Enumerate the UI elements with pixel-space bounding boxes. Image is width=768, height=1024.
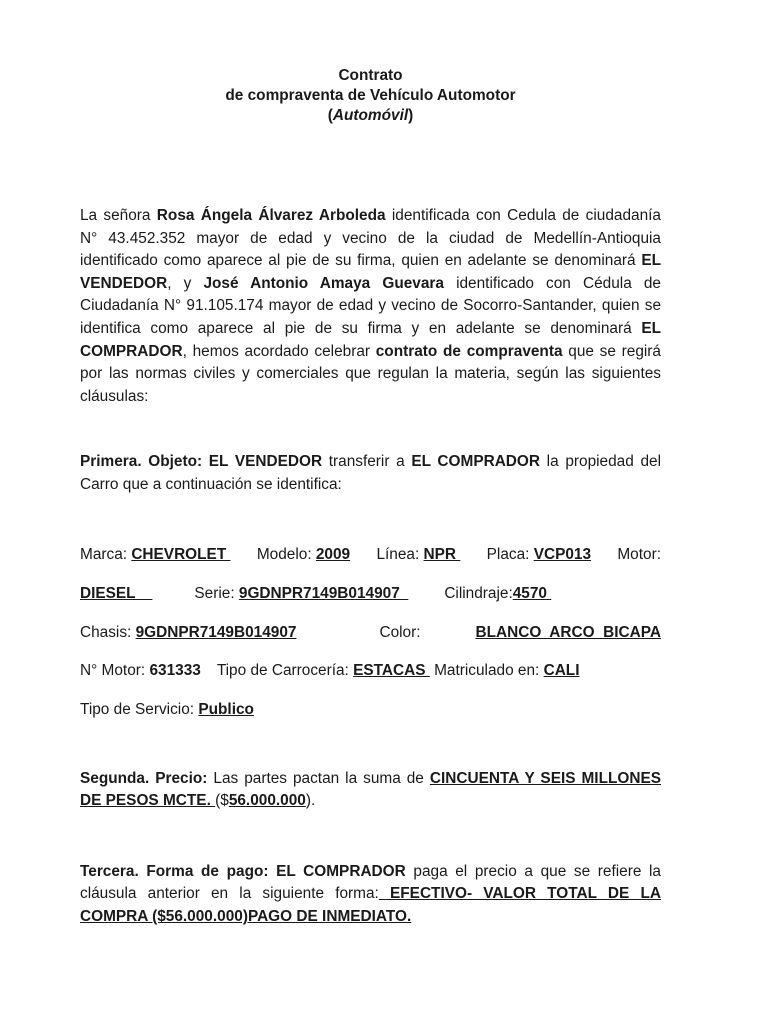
vehicle-row-1: Marca: CHEVROLET Modelo: 2009 Línea: NPR Placa: VCP013 Motor: (80, 544, 661, 567)
price-in-words: CINCUENTA Y SEIS MILLONES DE PESOS MCTE. (80, 769, 662, 810)
buyer-role: EL COMPRADOR (80, 319, 661, 360)
vehicle-numero-motor: 631333 (149, 662, 201, 680)
vehicle-row-5: Tipo de Servicio: Publico (80, 700, 254, 718)
vehicle-matriculado: CALI (543, 662, 580, 680)
document-title (80, 66, 661, 126)
buyer-name: José Antonio Amaya Guevara (203, 274, 444, 292)
clause-tercera: Tercera. Forma de pago: EL COMPRADOR paga el precio a que se refiere la cláusula anterior en la siguiente forma: EFECTIVO- VALOR TOTAL DE LA COMPRA ($56.000.000)PAGO DE INMEDIATO. (80, 862, 661, 925)
contract-type: contrato de compraventa (375, 342, 563, 360)
title-line-2: de compraventa de Vehículo Automotor (225, 87, 516, 104)
seller-name: Rosa Ángela Álvarez Arboleda (156, 207, 386, 224)
vehicle-motor-label: Motor: (617, 545, 661, 563)
vehicle-placa: VCP013 (533, 545, 592, 563)
vehicle-color: BLANCO ARCO BICAPA (475, 623, 661, 641)
price-amount: 56.000.000 (228, 792, 306, 810)
vehicle-color-label: Color: (379, 623, 421, 641)
contract-page (80, 66, 661, 928)
clause-segunda: Segunda. Precio: Las partes pactan la suma de CINCUENTA Y SEIS MILLONES DE PESOS MCTE. ($56.000.000). (80, 769, 662, 810)
vehicle-servicio: Publico (198, 700, 254, 718)
vehicle-linea: NPR (423, 545, 461, 563)
payment-method: EFECTIVO- VALOR TOTAL DE LA COMPRA ($56.000.000)PAGO DE INMEDIATO. (80, 885, 661, 925)
clause-segunda-heading: Segunda. Precio: (80, 769, 208, 787)
title-line-3: (Automóvil) (327, 107, 414, 124)
clause-primera-heading: Primera. Objeto: (80, 453, 203, 471)
vehicle-marca: CHEVROLET (131, 545, 231, 563)
clause-tercera-heading: Tercera. Forma de pago: (80, 862, 269, 880)
seller-role: EL VENDEDOR (80, 252, 661, 292)
title-vehicle-type: Automóvil (332, 107, 409, 124)
vehicle-row-4: N° Motor: 631333 Tipo de Carrocería: ESTACAS Matriculado en: CALI (80, 662, 580, 680)
clause-primera: Primera. Objeto: EL VENDEDOR transferir a EL COMPRADOR la propiedad del Carro que a continuación se identifica: (80, 453, 661, 493)
vehicle-modelo: 2009 (315, 545, 351, 563)
vehicle-carroceria: ESTACAS (353, 662, 430, 680)
vehicle-cilindraje: 4570 (512, 585, 552, 603)
vehicle-row-3: Chasis: 9GDNPR7149B014907 Color: BLANCO ARCO BICAPA (80, 622, 661, 645)
vehicle-serie: 9GDNPR7149B014907 (238, 585, 409, 603)
title-line-1: Contrato (338, 67, 403, 84)
vehicle-row-2: DIESEL Serie: 9GDNPR7149B014907 Cilindraje:4570 (80, 585, 552, 603)
intro-paragraph: La señora Rosa Ángela Álvarez Arboleda identificada con Cedula de ciudadanía N° 43.452.352 mayor de edad y vecino de la ciudad de Medellín-Antioquia identificado como aparece al pie de su firma, quien en adelante se denominará EL VENDEDOR, y José Antonio Amaya Guevara identificado con Cédula de Ciudadanía N° 91.105.174 mayor de edad y vecino de Socorro-Santander, quien se identifica como aparece al pie de su firma y en adelante se denominará EL COMPRADOR, hemos acordado celebrar contrato de compraventa que se regirá por las normas civiles y comerciales que regulan la materia, según las siguientes cláusulas: (80, 207, 661, 405)
vehicle-details (80, 544, 661, 722)
vehicle-motor: DIESEL (80, 585, 153, 603)
vehicle-chasis: 9GDNPR7149B014907 (135, 623, 297, 641)
